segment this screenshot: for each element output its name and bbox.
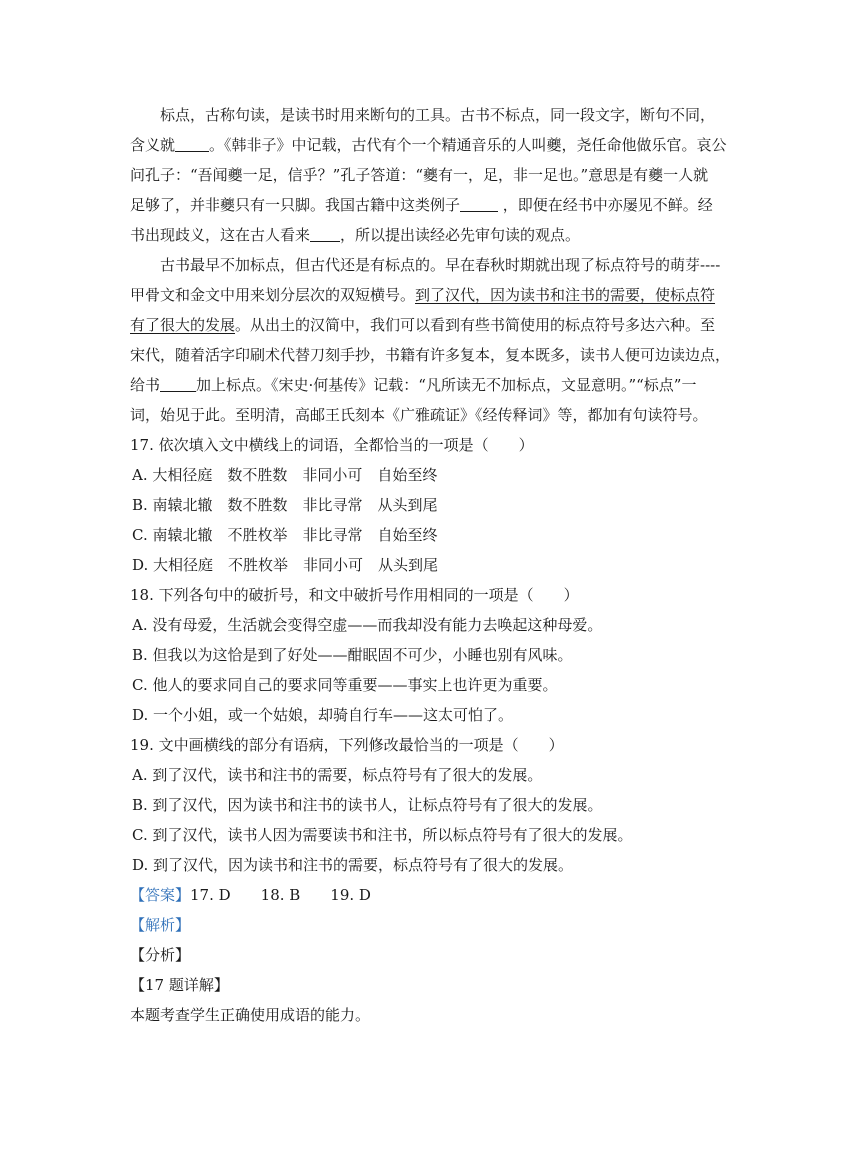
text-line xyxy=(130,220,730,250)
question-18 xyxy=(130,580,730,730)
option-b: B. 南辕北辙 数不胜数 非比寻常 从头到尾 xyxy=(132,496,438,514)
text-line xyxy=(130,190,730,220)
text-segment: 甲骨文和金文中用来划分层次的双短横号。 xyxy=(130,286,416,304)
option-c: C. 南辕北辙 不胜枚举 非比寻常 自始至终 xyxy=(132,526,438,544)
option-b: B. 但我以为这恰是到了好处——酣眠固不可少，小睡也别有风味。 xyxy=(132,646,573,664)
option-b: B. 到了汉代，因为读书和注书的读书人，让标点符号有了很大的发展。 xyxy=(132,796,603,814)
question-stem: 18. 下列各句中的破折号，和文中破折号作用相同的一项是（ ） xyxy=(130,586,579,604)
text-segment: 加上标点。《宋史·何基传》记载：“凡所读无不加标点，文显意明。”“标点”一 xyxy=(196,376,697,394)
option-d: D. 到了汉代，因为读书和注书的需要，标点符号有了很大的发展。 xyxy=(132,856,574,874)
text-line: 问孔子：“吾闻夔一足，信乎？”孔子答道：“夔有一，足，非一足也。”意思是有夔一人就 xyxy=(130,166,709,184)
question-stem: 17. 依次填入文中横线上的词语，全都恰当的一项是（ ） xyxy=(130,436,534,454)
text-segment: 。从出土的汉简中，我们可以看到有些书简使用的标点符号多达六种。至 xyxy=(235,316,716,334)
text-segment: 含义就 xyxy=(130,136,176,154)
text-line xyxy=(130,280,730,310)
text-line xyxy=(130,370,730,400)
text-line: 标点，古称句读，是读书时用来断句的工具。古书不标点，同一段文字，断句不同， xyxy=(160,106,716,124)
underlined-sentence: 到了汉代，因为读书和注书的需要，使标点符 xyxy=(415,286,716,304)
option-a: A. 到了汉代，读书和注书的需要，标点符号有了很大的发展。 xyxy=(132,766,543,784)
text-segment: 书出现歧义，这在古人看来 xyxy=(130,226,311,244)
text-segment: ，所以提出读经必先审句读的观点。 xyxy=(340,226,581,244)
fill-blank-3 xyxy=(310,226,340,242)
answer-label: 【答案】 xyxy=(130,886,191,904)
text-segment: 足够了，并非夔只有一只脚。我国古籍中这类例子 xyxy=(130,196,461,214)
passage-paragraph-1 xyxy=(130,100,730,250)
answer-line xyxy=(130,880,730,910)
option-d: D. 一个小姐，或一个姑娘，却骑自行车——这太可怕了。 xyxy=(132,706,514,724)
analysis-subheading: 【分析】 xyxy=(130,946,191,964)
question-stem: 19. 文中画横线的部分有语病，下列修改最恰当的一项是（ ） xyxy=(130,736,564,754)
question-17 xyxy=(130,430,730,580)
analysis-heading: 【解析】 xyxy=(130,916,191,934)
text-line: 古书最早不加标点，但古代还是有标点的。早在春秋时期就出现了标点符号的萌芽---- xyxy=(160,256,721,274)
text-line xyxy=(130,130,730,160)
text-line: 宋代，随着活字印刷术代替刀刻手抄，书籍有许多复本，复本既多，读书人便可边读边点， xyxy=(130,346,731,364)
text-line xyxy=(130,310,730,340)
text-segment: 。《韩非子》中记载，古代有个一个精通音乐的人叫夔，尧任命他做乐官。哀公 xyxy=(209,136,727,154)
question-19 xyxy=(130,730,730,880)
text-line: 词，始见于此。至明清，高邮王氏刻本《广雅疏证》《经传释词》等，都加有句读符号。 xyxy=(130,406,708,424)
option-a: A. 大相径庭 数不胜数 非同小可 自始至终 xyxy=(132,466,438,484)
fill-blank-1 xyxy=(175,136,209,152)
fill-blank-2 xyxy=(460,196,498,212)
q17-detail-body: 本题考查学生正确使用成语的能力。 xyxy=(130,1006,371,1024)
option-a: A. 没有母爱，生活就会变得空虚——而我却没有能力去唤起这种母爱。 xyxy=(132,616,603,634)
answer-text: 17. D 18. B 19. D xyxy=(190,886,371,904)
underlined-sentence: 有了很大的发展 xyxy=(130,316,236,334)
option-c: C. 到了汉代，读书人因为需要读书和注书，所以标点符号有了很大的发展。 xyxy=(132,826,633,844)
passage-paragraph-2 xyxy=(130,250,730,430)
q17-detail-heading: 【17 题详解】 xyxy=(130,976,229,994)
fill-blank-4 xyxy=(160,376,196,392)
text-segment: 给书 xyxy=(130,376,161,394)
document-page xyxy=(130,100,730,1030)
option-d: D. 大相径庭 不胜枚举 非同小可 从头到尾 xyxy=(132,556,439,574)
text-segment: ，即便在经书中亦屡见不鲜。经 xyxy=(498,196,713,214)
option-c: C. 他人的要求同自己的要求同等重要——事实上也许更为重要。 xyxy=(132,676,558,694)
